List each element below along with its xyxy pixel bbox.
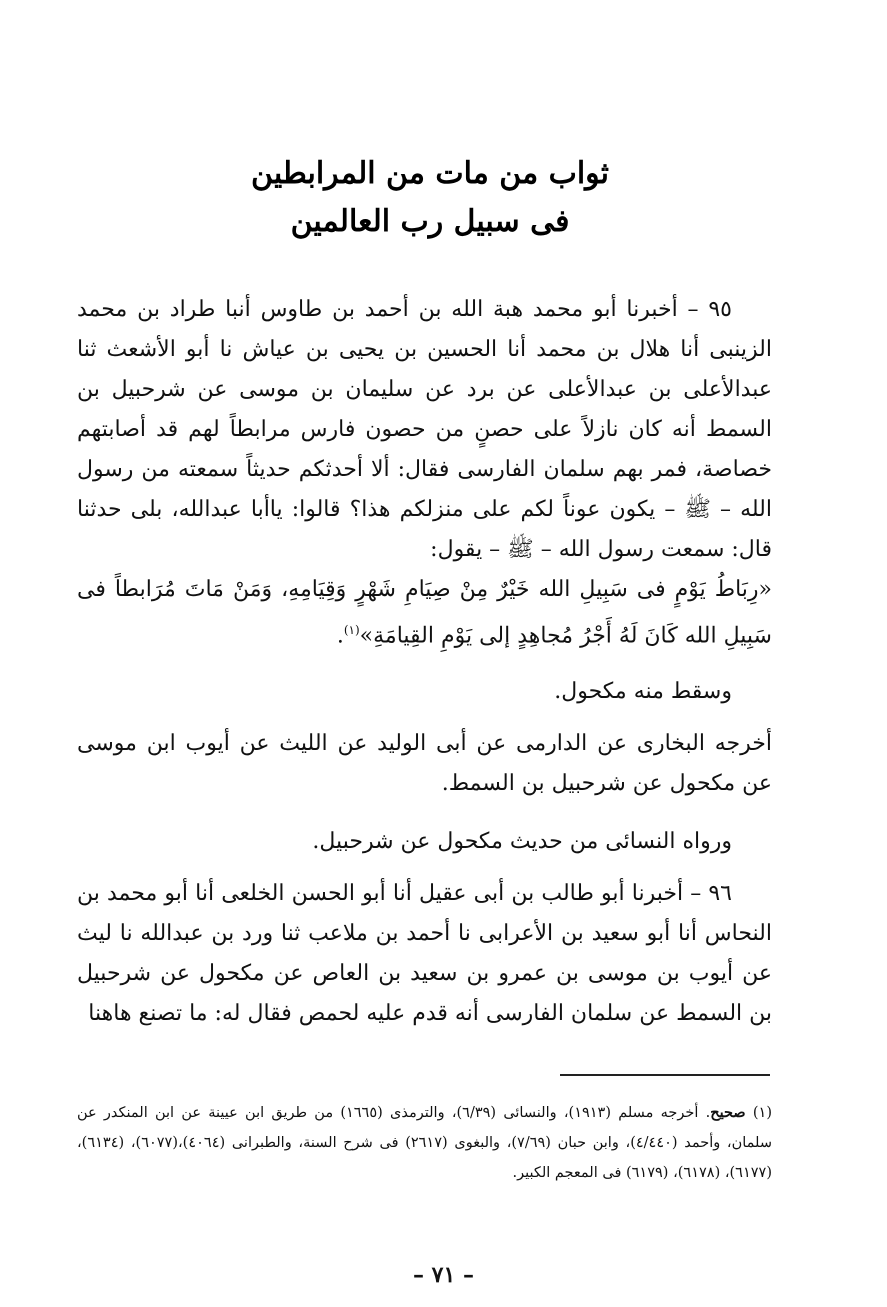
footnote (77, 1098, 772, 1188)
footnote-marker: (١) (752, 1105, 773, 1121)
hadith-text: «رِبَاطُ يَوْمٍ فى سَبِيلِ الله خَيْرٌ مِنْ صِيَامِ شَهْرٍ وَقِيَامِهِ، وَمَنْ مَاتَ مُرَابطاً فى سَبِيلِ الله كَانَ لَهُ أَجْرُ مُجاهِدٍ إلى يَوْمِ القِيامَةِ» (77, 577, 773, 649)
hadith-quote (77, 570, 772, 656)
footnote-reference: (١) (343, 623, 360, 637)
footnote-text: . أخرجه مسلم (١٩١٣)، والنسائى (٦/٣٩)، والترمذى (١٦٦٥) من طريق ابن عيينة عن ابن المنكدر عن سلمان، وأحمد (٤/٤٤٠)، وابن حبان (٧/٦٩)، والبغوى (٢٦١٧) فى شرح السنة، والطبرانى (٤٠٦٤)،(٦٠٧٧)، (٦١٣٤)، (٦١٧٧)، (٦١٧٨)، (٦١٧٩) فى المعجم الكبير. (77, 1105, 772, 1181)
chapter-title-line-2: فى سبيل رب العالمين (290, 204, 570, 239)
takhrij-nasai: ورواه النسائى من حديث مكحول عن شرحبيل. (312, 829, 732, 854)
chapter-title-line-1: ثواب من مات من المرابطين (250, 156, 610, 191)
note-saqat: وسقط منه مكحول. (554, 679, 732, 704)
page-number: – ٧١ – (413, 1262, 474, 1288)
paragraph-95: ٩٥ – أخبرنا أبو محمد هبة الله بن أحمد بن طاوس أنبا طراد بن محمد الزينبى أنا هلال بن محمد أنا الحسين بن يحيى بن عياش نا أبو الأشعث ثنا عبدالأعلى بن عبدالأعلى عن برد عن سليمان بن موسى عن شرحبيل بن السمط أنه كان نازلاً على حصنٍ من حصون فارس مرابطاً لهم قد أصابتهم خصاصة، فمر بهم سلمان الفارسى فقال: ألا أحدثكم حديثاً سمعته من رسول الله – ﷺ – يكون عوناً لكم على منزلكم هذا؟ قالوا: ياأبا عبدالله، بلى حدثنا قال: سمعت رسول الله – ﷺ – يقول: (77, 297, 772, 562)
paragraph-96: ٩٦ – أخبرنا أبو طالب بن أبى عقيل أنا أبو الحسن الخلعى أنا أبو محمد بن النحاس أنا أبو سعيد بن الأعرابى نا أحمد بن ملاعب ثنا ورد بن عبدالله نا ليث عن أيوب بن موسى بن عمرو بن سعيد بن العاص عن مكحول عن شرحبيل بن السمط عن سلمان الفارسى أنه قدم عليه لحمص فقال له: ما تصنع هاهنا (77, 881, 772, 1026)
hadith-period: . (336, 623, 344, 649)
footnote-grade: صحيح (710, 1104, 746, 1121)
takhrij-bukhari: أخرجه البخارى عن الدارمى عن أبى الوليد عن الليث عن أيوب ابن موسى عن مكحول عن شرحبيل بن السمط. (77, 731, 772, 796)
footnote-separator (560, 1074, 770, 1076)
